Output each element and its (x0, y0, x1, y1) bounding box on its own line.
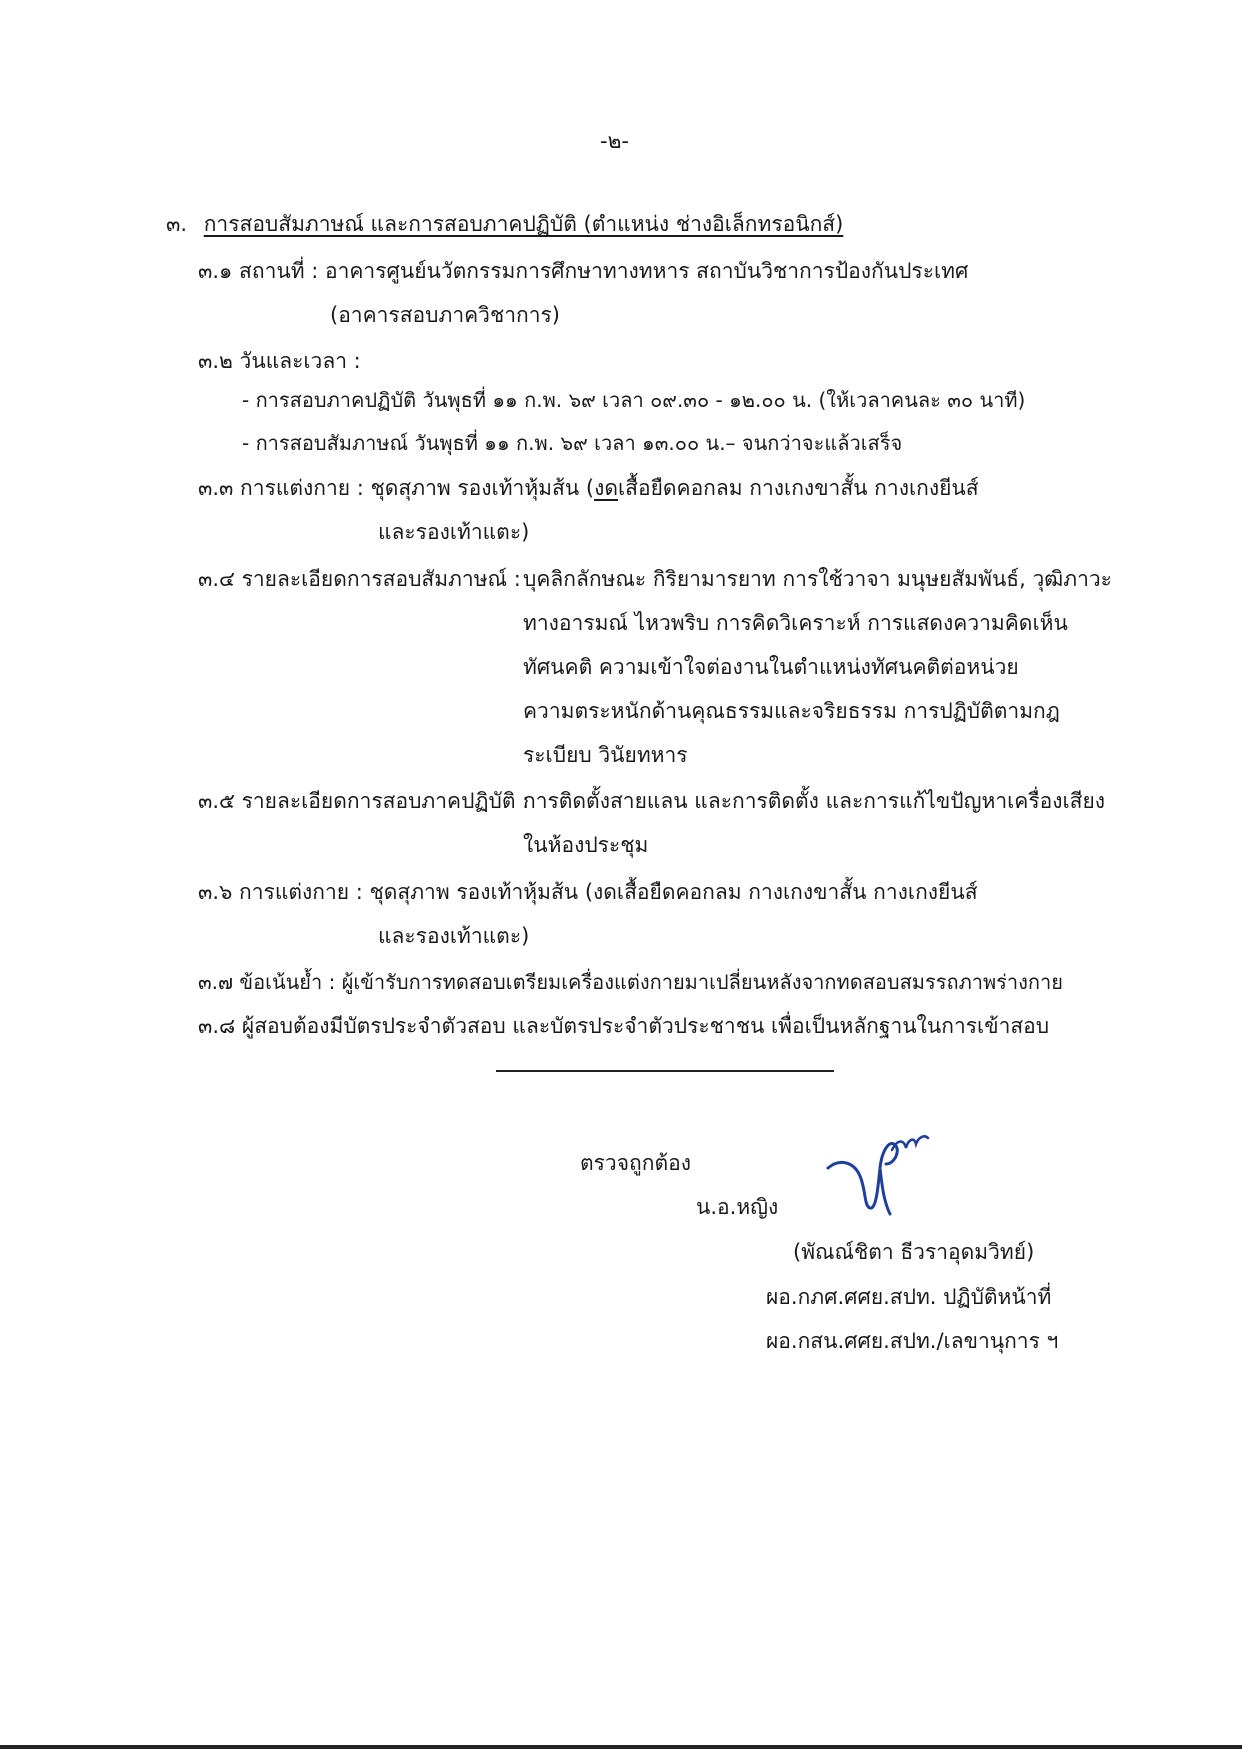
item-3-8: ๓.๘ ผู้สอบต้องมีบัตรประจำตัวสอบ และบัตรประจำตัวประชาชน เพื่อเป็นหลักฐานในการเข้าสอบ (198, 1014, 1050, 1038)
item-3-3-line1 (198, 473, 979, 503)
signature-image (820, 1128, 930, 1218)
section-divider (496, 1070, 834, 1072)
item-3-4-detail-2: ทางอารมณ์ ไหวพริบ การคิดวิเคราะห์ การแสดงความคิดเห็น (523, 611, 1068, 635)
item-3-2-heading: ๓.๒ วันและเวลา : (198, 349, 361, 373)
item-3-5-detail-1: การติดตั้งสายแลน และการติดตั้ง และการแก้ไขปัญหาเครื่องเสียง (523, 789, 1106, 813)
item-3-7: ๓.๗ ข้อเน้นย้ำ : ผู้เข้ารับการทดสอบเตรียมเครื่องแต่งกายมาเปลี่ยนหลังจากทดสอบสมรรถภาพร่างกาย (198, 970, 1063, 994)
section-title: การสอบสัมภาษณ์ และการสอบภาคปฏิบัติ (ตำแหน่ง ช่างอิเล็กทรอนิกส์) (203, 212, 844, 236)
item-3-5-label: ๓.๕ รายละเอียดการสอบภาคปฏิบัติ : (198, 789, 530, 813)
item-3-4-detail-3: ทัศนคติ ความเข้าใจต่องานในตำแหน่งทัศนคติต่อหน่วย (523, 655, 1019, 679)
item-3-1-line1: ๓.๑ สถานที่ : อาคารศูนย์นวัตกรรมการศึกษาทางทหาร สถาบันวิชาการป้องกันประเทศ (198, 259, 969, 283)
signer-position-2: ผอ.กสน.ศศย.สปท./เลขานุการ ฯ (766, 1329, 1059, 1353)
item-3-3-line2: และรองเท้าแตะ) (378, 520, 530, 544)
item-3-4-detail-1: บุคลิกลักษณะ กิริยามารยาท การใช้วาจา มนุษยสัมพันธ์, วุฒิภาวะ (523, 567, 1112, 591)
item-3-2-interview: - การสอบสัมภาษณ์ วันพุธที่ ๑๑ ก.พ. ๖๙ เวลา ๑๓.๐๐ น.– จนกว่าจะแล้วเสร็จ (242, 431, 903, 455)
item-3-4-detail-5: ระเบียบ วินัยทหาร (523, 743, 688, 767)
item-3-3-prefix: ๓.๓ การแต่งกาย : ชุดสุภาพ รองเท้าหุ้มส้น ( (198, 476, 595, 500)
item-3-1-line2: (อาคารสอบภาควิชาการ) (330, 303, 560, 327)
item-3-4-detail-4: ความตระหนักด้านคุณธรรมและจริยธรรม การปฏิบัติตามกฎ (523, 699, 1060, 723)
signer-position-1: ผอ.กภศ.ศศย.สปท. ปฏิบัติหน้าที่ (766, 1285, 1052, 1309)
signer-rank: น.อ.หญิง (696, 1195, 779, 1219)
signer-name: (พัณณ์ชิตา ธีวราอุดมวิทย์) (793, 1240, 1035, 1264)
section-heading (166, 209, 843, 239)
item-3-4-label: ๓.๔ รายละเอียดการสอบสัมภาษณ์ : (198, 567, 521, 591)
item-3-2-practical: - การสอบภาคปฏิบัติ วันพุธที่ ๑๑ ก.พ. ๖๙ เวลา ๐๙.๓๐ - ๑๒.๐๐ น. (ให้เวลาคนละ ๓๐ นาที) (242, 388, 1026, 412)
item-3-6-line2: และรองเท้าแตะ) (378, 924, 530, 948)
item-3-3-underlined: งด (594, 476, 618, 500)
verified-text: ตรวจถูกต้อง (580, 1151, 691, 1175)
item-3-5-detail-2: ในห้องประชุม (523, 833, 649, 857)
page-number: -๒- (600, 129, 629, 153)
scan-bottom-edge (0, 1745, 1242, 1749)
section-number: ๓. (166, 212, 188, 236)
item-3-3-suffix: เสื้อยืดคอกลม กางเกงขาสั้น กางเกงยีนส์ (617, 476, 979, 500)
item-3-6-line1: ๓.๖ การแต่งกาย : ชุดสุภาพ รองเท้าหุ้มส้น (งดเสื้อยืดคอกลม กางเกงขาสั้น กางเกงยีนส์ (198, 880, 978, 904)
